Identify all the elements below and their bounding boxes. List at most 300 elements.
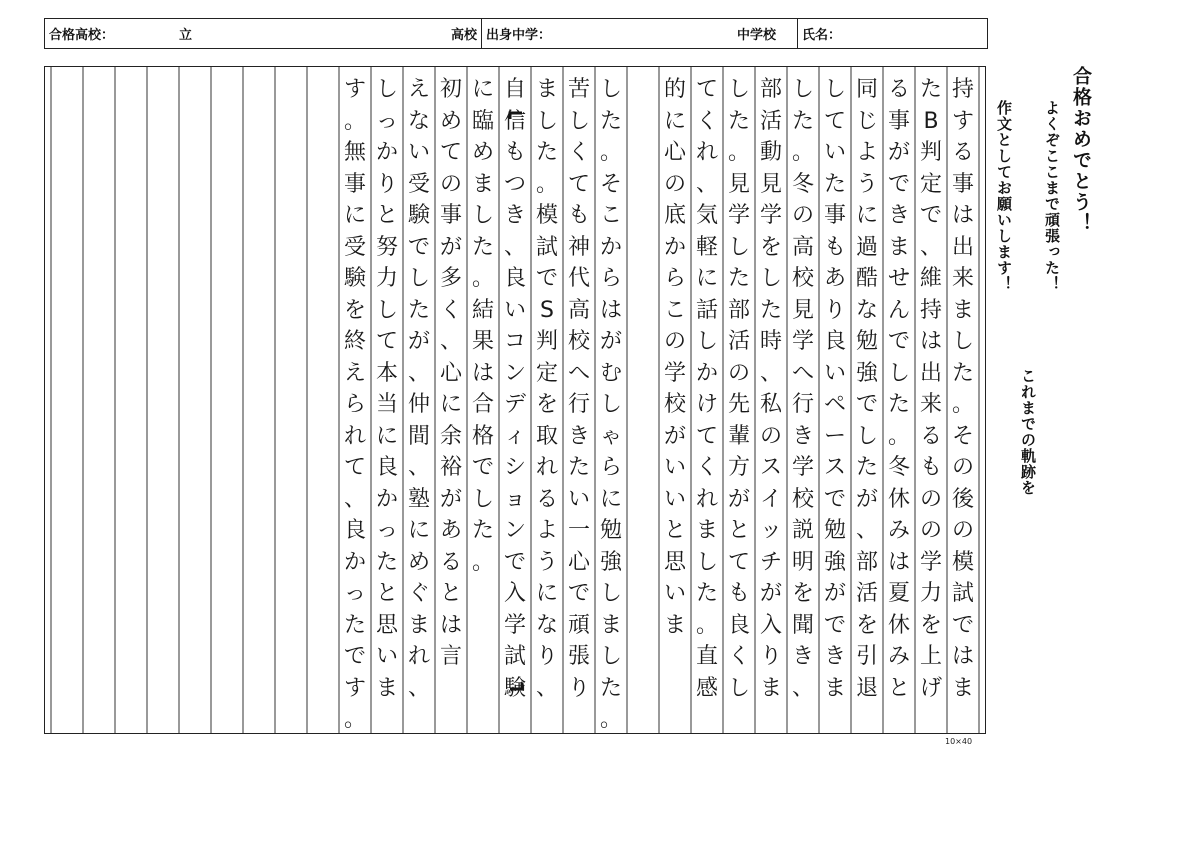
essay-character: の xyxy=(951,518,974,543)
grid-size-label: 10×40 xyxy=(945,737,973,746)
essay-character: ま xyxy=(599,612,622,638)
essay-character: そ xyxy=(599,171,622,197)
essay-character: た xyxy=(791,108,814,134)
essay-character: 苦 xyxy=(567,77,590,102)
essay-column xyxy=(851,67,883,733)
essay-character: ペ xyxy=(823,392,846,417)
essay-character: ン xyxy=(503,518,526,543)
essay-character: り xyxy=(535,644,558,669)
essay-character: う xyxy=(855,171,878,197)
essay-character: 学 xyxy=(663,360,686,386)
essay-character: き xyxy=(503,203,526,228)
essay-character: と xyxy=(727,518,750,543)
essay-character: と xyxy=(439,581,462,606)
essay-character: 心 xyxy=(663,140,686,165)
essay-character: り xyxy=(823,297,846,323)
essay-character: り xyxy=(375,171,398,197)
essay-character: 高 xyxy=(791,234,814,260)
essay-character: 後 xyxy=(951,486,974,512)
essay-character: 校 xyxy=(663,392,686,417)
essay-character: た xyxy=(855,455,878,480)
essay-character: 休 xyxy=(887,612,910,638)
essay-character: ま xyxy=(695,518,718,543)
essay-character: へ xyxy=(791,360,814,386)
congrats-title: 合格おめでとう！ xyxy=(1070,66,1092,234)
essay-character: で xyxy=(919,203,942,228)
middle-school-label: 出身中学： xyxy=(486,28,552,43)
essay-character: 先 xyxy=(727,392,750,417)
essay-character: 、 xyxy=(855,518,878,543)
essay-character: し xyxy=(823,77,846,102)
essay-character: え xyxy=(343,360,366,386)
essay-character: 引 xyxy=(855,644,878,669)
essay-character: 。 xyxy=(791,140,814,165)
essay-character: 的 xyxy=(663,77,686,102)
essay-character: 験 xyxy=(407,203,430,228)
essay-character: 勉 xyxy=(855,329,878,354)
essay-character: し xyxy=(695,549,718,575)
essay-character: で xyxy=(887,329,910,354)
essay-character: よ xyxy=(855,140,878,165)
essay-character: も xyxy=(823,234,846,260)
essay-character: 冬 xyxy=(887,455,910,480)
essay-character: し xyxy=(535,108,558,134)
essay-column xyxy=(627,67,659,733)
essay-character: す xyxy=(343,77,366,102)
essay-character: は xyxy=(951,644,974,669)
essay-character: し xyxy=(599,77,622,102)
essay-character: 同 xyxy=(855,77,878,102)
essay-character: 方 xyxy=(727,455,750,480)
essay-character: 神 xyxy=(567,234,590,260)
essay-character: し xyxy=(471,486,494,512)
essay-character: 言 xyxy=(439,644,462,669)
essay-character: 。 xyxy=(343,108,366,134)
essay-character: 無 xyxy=(343,140,366,165)
essay-character: い xyxy=(503,297,526,323)
essay-character: 行 xyxy=(567,392,590,417)
essay-column xyxy=(371,67,403,733)
essay-character: の xyxy=(919,486,942,512)
essay-character: ま xyxy=(535,77,558,102)
essay-character: が xyxy=(855,486,878,512)
essay-character: 強 xyxy=(823,549,846,575)
essay-character: が xyxy=(439,486,462,512)
essay-character: く xyxy=(727,644,750,669)
essay-character: に xyxy=(439,392,462,417)
essay-character: る xyxy=(951,140,974,165)
essay-character: も xyxy=(727,581,750,606)
essay-character: の xyxy=(663,171,686,197)
essay-character: 。 xyxy=(887,423,910,449)
essay-character: を xyxy=(343,297,366,323)
essay-character: を xyxy=(919,612,942,638)
essay-character: 模 xyxy=(951,549,974,575)
essay-column xyxy=(755,67,787,733)
header-divider xyxy=(797,19,798,48)
essay-character: た xyxy=(727,108,750,134)
essay-character: か xyxy=(663,234,686,260)
essay-character: 試 xyxy=(951,581,974,606)
essay-character: 良 xyxy=(727,612,750,638)
essay-character: め xyxy=(407,549,430,575)
essay-character: み xyxy=(887,518,910,543)
essay-character: か xyxy=(343,549,366,575)
essay-character: と xyxy=(375,581,398,606)
header-divider xyxy=(481,19,482,48)
essay-character: れ xyxy=(535,455,558,480)
essay-character: 見 xyxy=(759,171,782,197)
essay-character: 張 xyxy=(567,644,590,669)
essay-character: 験 xyxy=(503,675,526,701)
essay-column xyxy=(819,67,851,733)
essay-character: く xyxy=(567,140,590,165)
essay-character: た xyxy=(599,675,622,701)
essay-character: ま xyxy=(823,675,846,701)
essay-character: れ xyxy=(695,140,718,165)
essay-character: は xyxy=(951,203,974,228)
essay-character: し xyxy=(471,203,494,228)
essay-character: し xyxy=(855,423,878,449)
essay-character: 定 xyxy=(535,360,558,386)
essay-character: は xyxy=(439,612,462,638)
essay-character: 行 xyxy=(791,392,814,417)
essay-character: そ xyxy=(951,423,974,449)
essay-character: 学 xyxy=(791,329,814,354)
essay-character: 活 xyxy=(727,329,750,354)
essay-character: 持 xyxy=(951,77,974,102)
essay-character: 、 xyxy=(759,360,782,386)
essay-character: 入 xyxy=(759,612,782,638)
message-line-2: これまでの軌跡を xyxy=(1019,368,1037,496)
essay-character: し xyxy=(567,108,590,134)
essay-character: り xyxy=(759,644,782,669)
essay-character: 明 xyxy=(791,549,814,575)
essay-character: 代 xyxy=(567,266,590,291)
essay-character: 模 xyxy=(535,203,558,228)
essay-character: 入 xyxy=(503,581,526,606)
essay-character: し xyxy=(759,266,782,291)
essay-character: 見 xyxy=(727,171,750,197)
essay-character: み xyxy=(887,644,910,669)
essay-character: れ xyxy=(407,644,430,669)
essay-character: で xyxy=(823,486,846,512)
essay-character: に xyxy=(599,486,622,512)
essay-character: て xyxy=(343,455,366,480)
essay-column xyxy=(339,67,371,733)
essay-character: き xyxy=(823,644,846,669)
essay-character: 学 xyxy=(759,203,782,228)
essay-character: で xyxy=(407,234,430,260)
essay-column xyxy=(499,67,531,733)
essay-character: 出 xyxy=(951,234,974,260)
essay-character: し xyxy=(695,329,718,354)
essay-column xyxy=(531,67,563,733)
essay-character: 活 xyxy=(855,581,878,606)
middle-school-suffix: 中学校 xyxy=(737,28,777,43)
essay-character: た xyxy=(759,297,782,323)
essay-character: 。 xyxy=(535,171,558,197)
essay-column xyxy=(595,67,627,733)
essay-character: を xyxy=(791,581,814,606)
essay-character: た xyxy=(727,266,750,291)
essay-character: す xyxy=(343,675,366,701)
essay-character: な xyxy=(407,108,430,134)
essay-column xyxy=(691,67,723,733)
essay-character: 。 xyxy=(727,140,750,165)
essay-character: る xyxy=(919,423,942,449)
name-label: 氏名： xyxy=(802,28,842,43)
essay-character: ま xyxy=(663,612,686,638)
essay-character: い xyxy=(663,581,686,606)
essay-character: く xyxy=(695,455,718,480)
essay-character: が xyxy=(439,234,462,260)
essay-character: く xyxy=(439,297,462,323)
essay-character: が xyxy=(759,581,782,606)
essay-character: 感 xyxy=(695,675,718,701)
essay-character: 強 xyxy=(855,360,878,386)
essay-character: で xyxy=(887,171,910,197)
essay-character: 事 xyxy=(951,171,974,197)
essay-character: に xyxy=(663,108,686,134)
essay-character: に xyxy=(695,266,718,291)
essay-character: チ xyxy=(759,549,782,575)
essay-character: し xyxy=(887,360,910,386)
essay-character: 。 xyxy=(599,140,622,165)
essay-column xyxy=(723,67,755,733)
essay-character: 、 xyxy=(407,455,430,480)
essay-character: て xyxy=(695,77,718,102)
essay-character: の xyxy=(951,455,974,480)
essay-character: で xyxy=(855,392,878,417)
essay-character: 努 xyxy=(375,234,398,260)
essay-character: 来 xyxy=(919,392,942,417)
essay-character: に xyxy=(471,77,494,102)
essay-character: 当 xyxy=(375,392,398,417)
essay-character: 話 xyxy=(695,297,718,323)
essay-character: る xyxy=(439,549,462,575)
essay-character: 臨 xyxy=(471,108,494,134)
essay-character: も xyxy=(567,203,590,228)
message-line-1: よくぞここまで頑張った！ xyxy=(1043,100,1061,292)
essay-character: 、 xyxy=(407,360,430,386)
essay-character: 試 xyxy=(535,234,558,260)
essay-character: 受 xyxy=(343,234,366,260)
essay-character: 塾 xyxy=(407,486,430,512)
essay-character: 心 xyxy=(439,360,462,386)
essay-character: 退 xyxy=(855,675,878,701)
essay-character: ま xyxy=(951,297,974,323)
essay-character: 。 xyxy=(695,612,718,638)
essay-character: こ xyxy=(663,297,686,323)
essay-character: る xyxy=(887,77,910,102)
essay-column xyxy=(883,67,915,733)
essay-character: れ xyxy=(695,486,718,512)
message-line-3: 作文としてお願いします！ xyxy=(995,100,1013,292)
essay-character: 学 xyxy=(791,455,814,480)
essay-character: り xyxy=(567,675,590,701)
essay-character: 。 xyxy=(343,707,366,732)
essay-character: ッ xyxy=(759,518,782,543)
essay-character: と xyxy=(887,675,910,701)
essay-character: め xyxy=(471,140,494,165)
essay-column xyxy=(563,67,595,733)
essay-character: 、 xyxy=(791,675,814,701)
essay-character: ョ xyxy=(503,486,526,512)
essay-character: 校 xyxy=(791,486,814,512)
essay-character: た xyxy=(919,77,942,102)
essay-character: 事 xyxy=(439,203,462,228)
essay-character: 事 xyxy=(343,171,366,197)
essay-character: と xyxy=(375,203,398,228)
essay-character: ん xyxy=(887,297,910,323)
essay-character: 来 xyxy=(951,266,974,291)
essay-character: の xyxy=(439,171,462,197)
essay-character: い xyxy=(375,644,398,669)
essay-character: て xyxy=(727,549,750,575)
school-suffix: 高校 xyxy=(451,28,478,43)
essay-character: 部 xyxy=(727,297,750,323)
essay-character: し xyxy=(407,266,430,291)
essay-character: 判 xyxy=(919,140,942,165)
essay-character: ス xyxy=(759,455,782,480)
essay-character: 勉 xyxy=(823,518,846,543)
essay-character: 私 xyxy=(759,392,782,417)
essay-character: 力 xyxy=(375,266,398,291)
essay-character: が xyxy=(727,486,750,512)
essay-character: 底 xyxy=(663,203,686,228)
essay-character: は xyxy=(887,549,910,575)
essay-character: 間 xyxy=(407,423,430,449)
essay-character: し xyxy=(951,329,974,354)
essay-column xyxy=(915,67,947,733)
essay-character: る xyxy=(535,486,558,512)
essay-character: も xyxy=(503,140,526,165)
essay-character: 一 xyxy=(567,518,590,543)
essay-character: 部 xyxy=(759,77,782,102)
essay-character: し xyxy=(727,77,750,102)
essay-character: し xyxy=(599,581,622,606)
essay-character: も xyxy=(919,455,942,480)
essay-character: い xyxy=(567,486,590,512)
essay-character: ス xyxy=(823,455,846,480)
essay-character: 仲 xyxy=(407,392,430,417)
essay-character: 頑 xyxy=(567,612,590,638)
essay-character: 学 xyxy=(919,549,942,575)
essay-character: 高 xyxy=(567,297,590,323)
essay-character: し xyxy=(727,675,750,701)
essay-character: 休 xyxy=(887,486,910,512)
essay-character: イ xyxy=(759,486,782,512)
essay-character: て xyxy=(823,108,846,134)
essay-character: い xyxy=(823,140,846,165)
essay-character: 裕 xyxy=(439,455,462,480)
essay-character: 軽 xyxy=(695,234,718,260)
essay-character: 良 xyxy=(375,455,398,480)
essay-character: 心 xyxy=(567,549,590,575)
essay-character: し xyxy=(727,234,750,260)
essay-character: が xyxy=(407,329,430,354)
essay-character: 力 xyxy=(919,581,942,606)
essay-character: に xyxy=(407,518,430,543)
essay-character: め xyxy=(439,108,462,134)
essay-character: 強 xyxy=(599,549,622,575)
essay-character: く xyxy=(695,108,718,134)
essay-character: う xyxy=(535,549,558,575)
essay-character: か xyxy=(695,360,718,386)
essay-character: ま xyxy=(951,675,974,701)
essay-character: 校 xyxy=(791,266,814,291)
essay-character: た xyxy=(567,455,590,480)
essay-character: を xyxy=(759,234,782,260)
essay-character: ら xyxy=(599,266,622,291)
essay-character: 良 xyxy=(343,518,366,543)
essay-character: 合 xyxy=(471,392,494,417)
essay-character: 信 xyxy=(503,108,526,134)
essay-grid xyxy=(44,66,986,734)
essay-character: ま xyxy=(887,234,910,260)
essay-character: い xyxy=(663,455,686,480)
essay-character: 上 xyxy=(919,644,942,669)
essay-character: 初 xyxy=(439,77,462,102)
essay-character: 聞 xyxy=(791,612,814,638)
essay-character: 判 xyxy=(535,329,558,354)
essay-character: 持 xyxy=(919,297,942,323)
essay-character: 多 xyxy=(439,266,462,291)
essay-column xyxy=(659,67,691,733)
essay-character: は xyxy=(599,297,622,323)
essay-character: ま xyxy=(375,675,398,701)
essay-character: 勉 xyxy=(599,518,622,543)
essay-character: え xyxy=(407,77,430,102)
essay-character: た xyxy=(887,392,910,417)
essay-character: 部 xyxy=(855,549,878,575)
essay-column xyxy=(467,67,499,733)
essay-character: し xyxy=(375,297,398,323)
essay-character: 夏 xyxy=(887,581,910,606)
essay-character: の xyxy=(663,329,686,354)
essay-character: 事 xyxy=(823,203,846,228)
essay-character: 、 xyxy=(343,486,366,512)
essay-character: 思 xyxy=(663,549,686,575)
essay-character: を xyxy=(535,392,558,417)
essay-character: で xyxy=(343,644,366,669)
essay-character: に xyxy=(375,423,398,449)
essay-character: き xyxy=(791,644,814,669)
essay-character: ら xyxy=(663,266,686,291)
essay-character: シ xyxy=(503,455,526,480)
essay-character: 格 xyxy=(471,423,494,449)
essay-character: B xyxy=(923,108,939,134)
essay-character: 。 xyxy=(599,707,622,732)
essay-character: 活 xyxy=(759,108,782,134)
essay-character: た xyxy=(823,171,846,197)
essay-character: が xyxy=(663,423,686,449)
essay-character: ゃ xyxy=(599,423,622,449)
essay-character: を xyxy=(855,612,878,638)
essay-character: て xyxy=(439,140,462,165)
essay-character: け xyxy=(695,392,718,417)
essay-character: に xyxy=(855,203,878,228)
essay-character: 酷 xyxy=(855,266,878,291)
essay-character: き xyxy=(791,423,814,449)
essay-character: 良 xyxy=(823,329,846,354)
essay-character: な xyxy=(535,612,558,638)
essay-character: 。 xyxy=(471,549,494,575)
essay-character: 、 xyxy=(535,675,558,701)
essay-character: へ xyxy=(567,360,590,386)
essay-character: し xyxy=(599,392,622,417)
